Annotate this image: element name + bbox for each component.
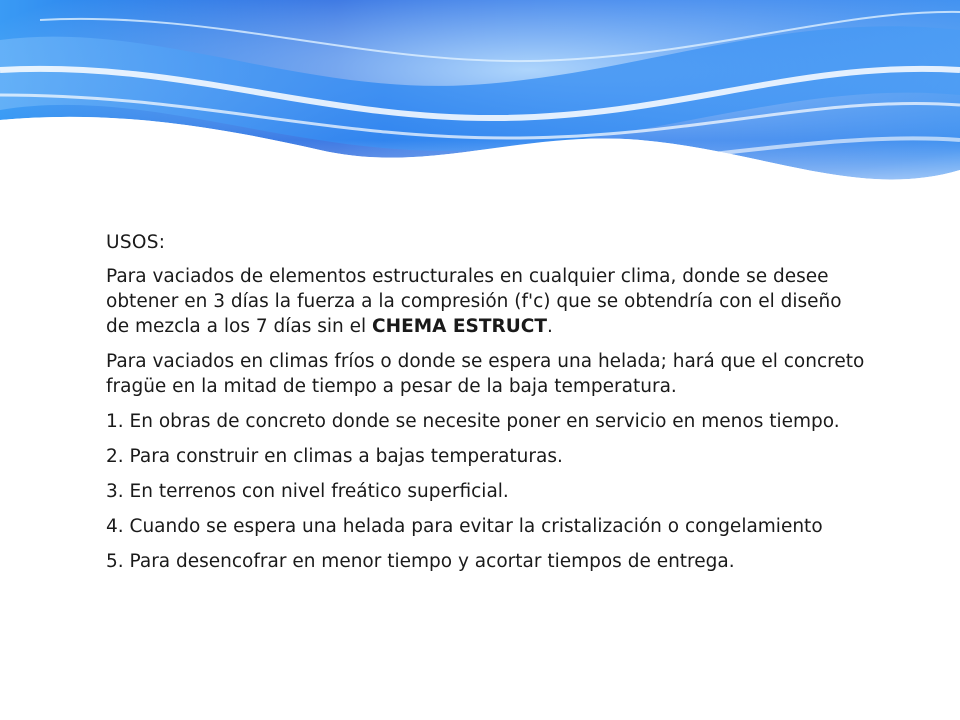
list-item-5: 5. Para desencofrar en menor tiempo y acortar tiempos de entrega.: [106, 551, 735, 572]
section-heading: USOS:: [106, 232, 166, 253]
usage-paragraph-2: Para vaciados en climas fríos o donde se espera una helada; hará que el concreto fragüe en la mitad de tiempo a pesar de la baja temperatura.: [106, 351, 865, 397]
list-item-2: 2. Para construir en climas a bajas temperaturas.: [106, 446, 563, 467]
list-item-4: 4. Cuando se espera una helada para evitar la cristalización o congelamiento: [106, 516, 823, 537]
paragraph-1-tail: .: [546, 316, 553, 337]
product-name: CHEMA ESTRUCT: [372, 316, 547, 337]
usage-paragraph-1: [106, 264, 866, 339]
slide-content: [106, 230, 866, 584]
paragraph-1-text: Para vaciados de elementos estructurales en cualquier clima, donde se desee obtener en 3 días la fuerza a la compresión (f'c) que se obtendría con el diseño de mezcla a los 7 días sin el: [106, 266, 842, 337]
list-item-1: 1. En obras de concreto donde se necesite poner en servicio en menos tiempo.: [106, 411, 840, 432]
list-item-3: 3. En terrenos con nivel freático superficial.: [106, 481, 509, 502]
